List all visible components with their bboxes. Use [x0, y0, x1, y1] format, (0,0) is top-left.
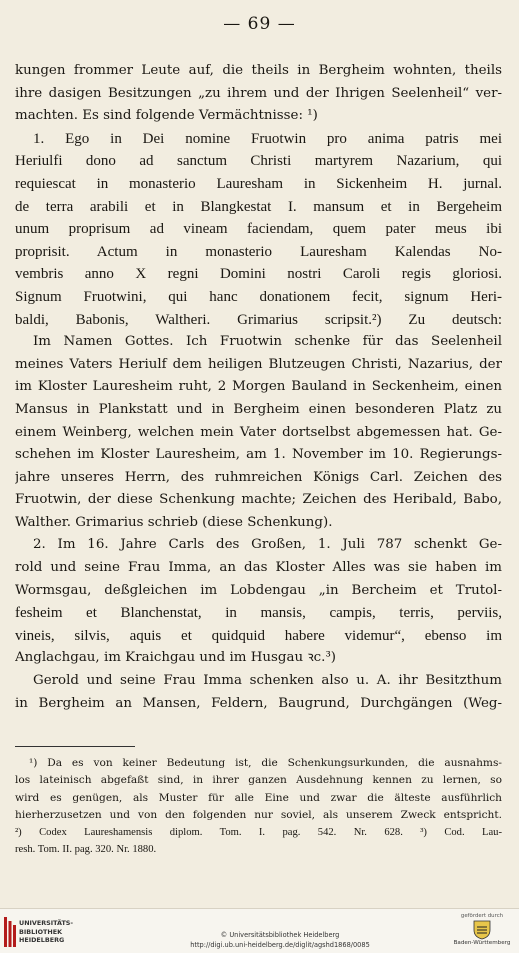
footnote-line: hierherzusetzen und von den folgenden nur soviel, als unserem Zweck entspricht.: [15, 808, 502, 821]
body-line: in Bergheim an Mansen, Feldern, Baugrund, Durchgängen (Weg-: [15, 695, 502, 711]
body-line: Im Namen Gottes. Ich Fruotwin schenke für das Seelenheil: [33, 334, 502, 350]
body-line: einem Weinberg, welchen mein Vater dortselbst abgemessen hat. Ge-: [15, 424, 502, 440]
body-line: machten. Es sind folgende Vermächtnisse: ¹): [15, 108, 318, 124]
body-line: 2. Im 16. Jahre Carls des Großen, 1. Juli 787 schenkt Ge-: [33, 537, 502, 553]
body-line: Heriulfi dono ad sanctum Christi martyrem Nazarium, qui: [15, 153, 502, 170]
body-line: proprisit. Actum in monasterio Lauresham Kalendas No-: [15, 243, 502, 260]
body-text: [15, 60, 502, 715]
footnotes: [15, 755, 502, 859]
body-line: unum proprisum ad vineam faciendam, quem pater meus ibi: [15, 221, 502, 238]
body-line: vembris anno X regni Domini nostri Caroli regis gloriosi.: [15, 266, 502, 283]
body-line: schehen im Kloster Lauresheim, am 1. November im 10. Regierungs-: [15, 447, 502, 463]
library-name-line: HEIDELBERG: [19, 936, 65, 945]
page-number: — 69 —: [223, 14, 296, 34]
body-line: Anglachgau, im Kraichgau und im Husgau ꝛc.³): [15, 650, 337, 666]
copyright-text: © Universitätsbibliothek Heidelberg: [220, 931, 340, 939]
sponsor-label: gefördert durch: [460, 913, 504, 919]
body-line: 1. Ego in Dei nomine Fruotwin pro anima patris mei: [33, 130, 502, 147]
body-line: meines Vaters Heriulf dem heiligen Blutzeugen Christi, Nazarius, der: [15, 356, 502, 372]
library-name: [19, 919, 73, 945]
body-line: kungen frommer Leute auf, die theils in Bergheim wohnten, theils: [15, 63, 502, 78]
footnote-divider: [15, 746, 135, 747]
body-line: Signum Fruotwini, qui hanc donationem fecit, signum Heri-: [15, 288, 502, 305]
body-line: baldi, Babonis, Waltheri. Grimarius scripsit.²) Zu deutsch:: [15, 311, 502, 328]
body-line: Gerold und seine Frau Imma schenken also u. A. ihr Besitzthum: [33, 673, 502, 689]
body-line: vineis, silvis, aquis et quidquid habere videmur“, ebenso im: [15, 627, 502, 644]
footnote-line: ¹) Da es von keiner Bedeutung ist, die Schenkungsurkunden, die ausnahms-: [29, 757, 502, 769]
footnote-line: ²) Codex Laureshamensis diplom. Tom. I. pag. 542. Nr. 628. ³) Cod. Lau-: [15, 827, 502, 839]
footnote-line: resh. Tom. II. pag. 320. Nr. 1880.: [15, 844, 157, 856]
library-name-line: UNIVERSITÄTS-: [19, 919, 74, 927]
body-line: Wormsgau, deßgleichen im Lobdengau „in Bercheim et Trutol-: [15, 582, 502, 598]
coat-of-arms-icon: [473, 920, 491, 940]
footnote-line: wird es genügen, als Muster für alle Eine und zwar die älteste ausführlich: [15, 791, 502, 804]
body-line: Fruotwin, der diese Schenkung machte; Zeichen des Heribald, Babo,: [15, 492, 502, 508]
body-line: requiescat in monasterio Lauresham in Sickenheim H. jurnal.: [15, 175, 502, 192]
body-line: fesheim et Blanchenstat, in mansis, campis, terris, perviis,: [15, 605, 502, 622]
library-name-line: BIBLIOTHEK: [19, 927, 63, 936]
library-logo-icon: [4, 917, 16, 947]
body-line: de terra arabili et in Blangkestat I. mansum et in Bergeheim: [15, 198, 502, 215]
viewer-footer: [0, 908, 519, 953]
body-line: ihre dasigen Besitzungen „zu ihrem und der Ihrigen Seelenheil“ ver-: [15, 85, 502, 101]
body-line: rold und seine Frau Imma, an das Kloster Alles was sie haben im: [15, 560, 502, 576]
footnote-line: los lateinisch abgefaßt sind, in ihrer ganzen Ausdehnung kennen zu lernen, so: [15, 774, 502, 787]
body-line: Walther. Grimarius schrieb (diese Schenkung).: [15, 514, 333, 530]
sponsor-logo[interactable]: [448, 913, 516, 951]
library-logo[interactable]: [4, 915, 74, 951]
body-line: Mansus in Plankstatt und in Bergheim einen besonderen Platz zu: [15, 401, 502, 417]
body-line: im Kloster Lauresheim ruht, 2 Morgen Bauland in Seckenheim, einen: [15, 379, 502, 395]
sponsor-name: Baden-Württemberg: [453, 940, 511, 946]
permalink-url[interactable]: http://digi.ub.uni-heidelberg.de/diglit/agshd1868/0085: [190, 941, 370, 949]
body-line: jahre unseres Herrn, des ruhmreichen Königs Carl. Zeichen des: [15, 469, 502, 485]
